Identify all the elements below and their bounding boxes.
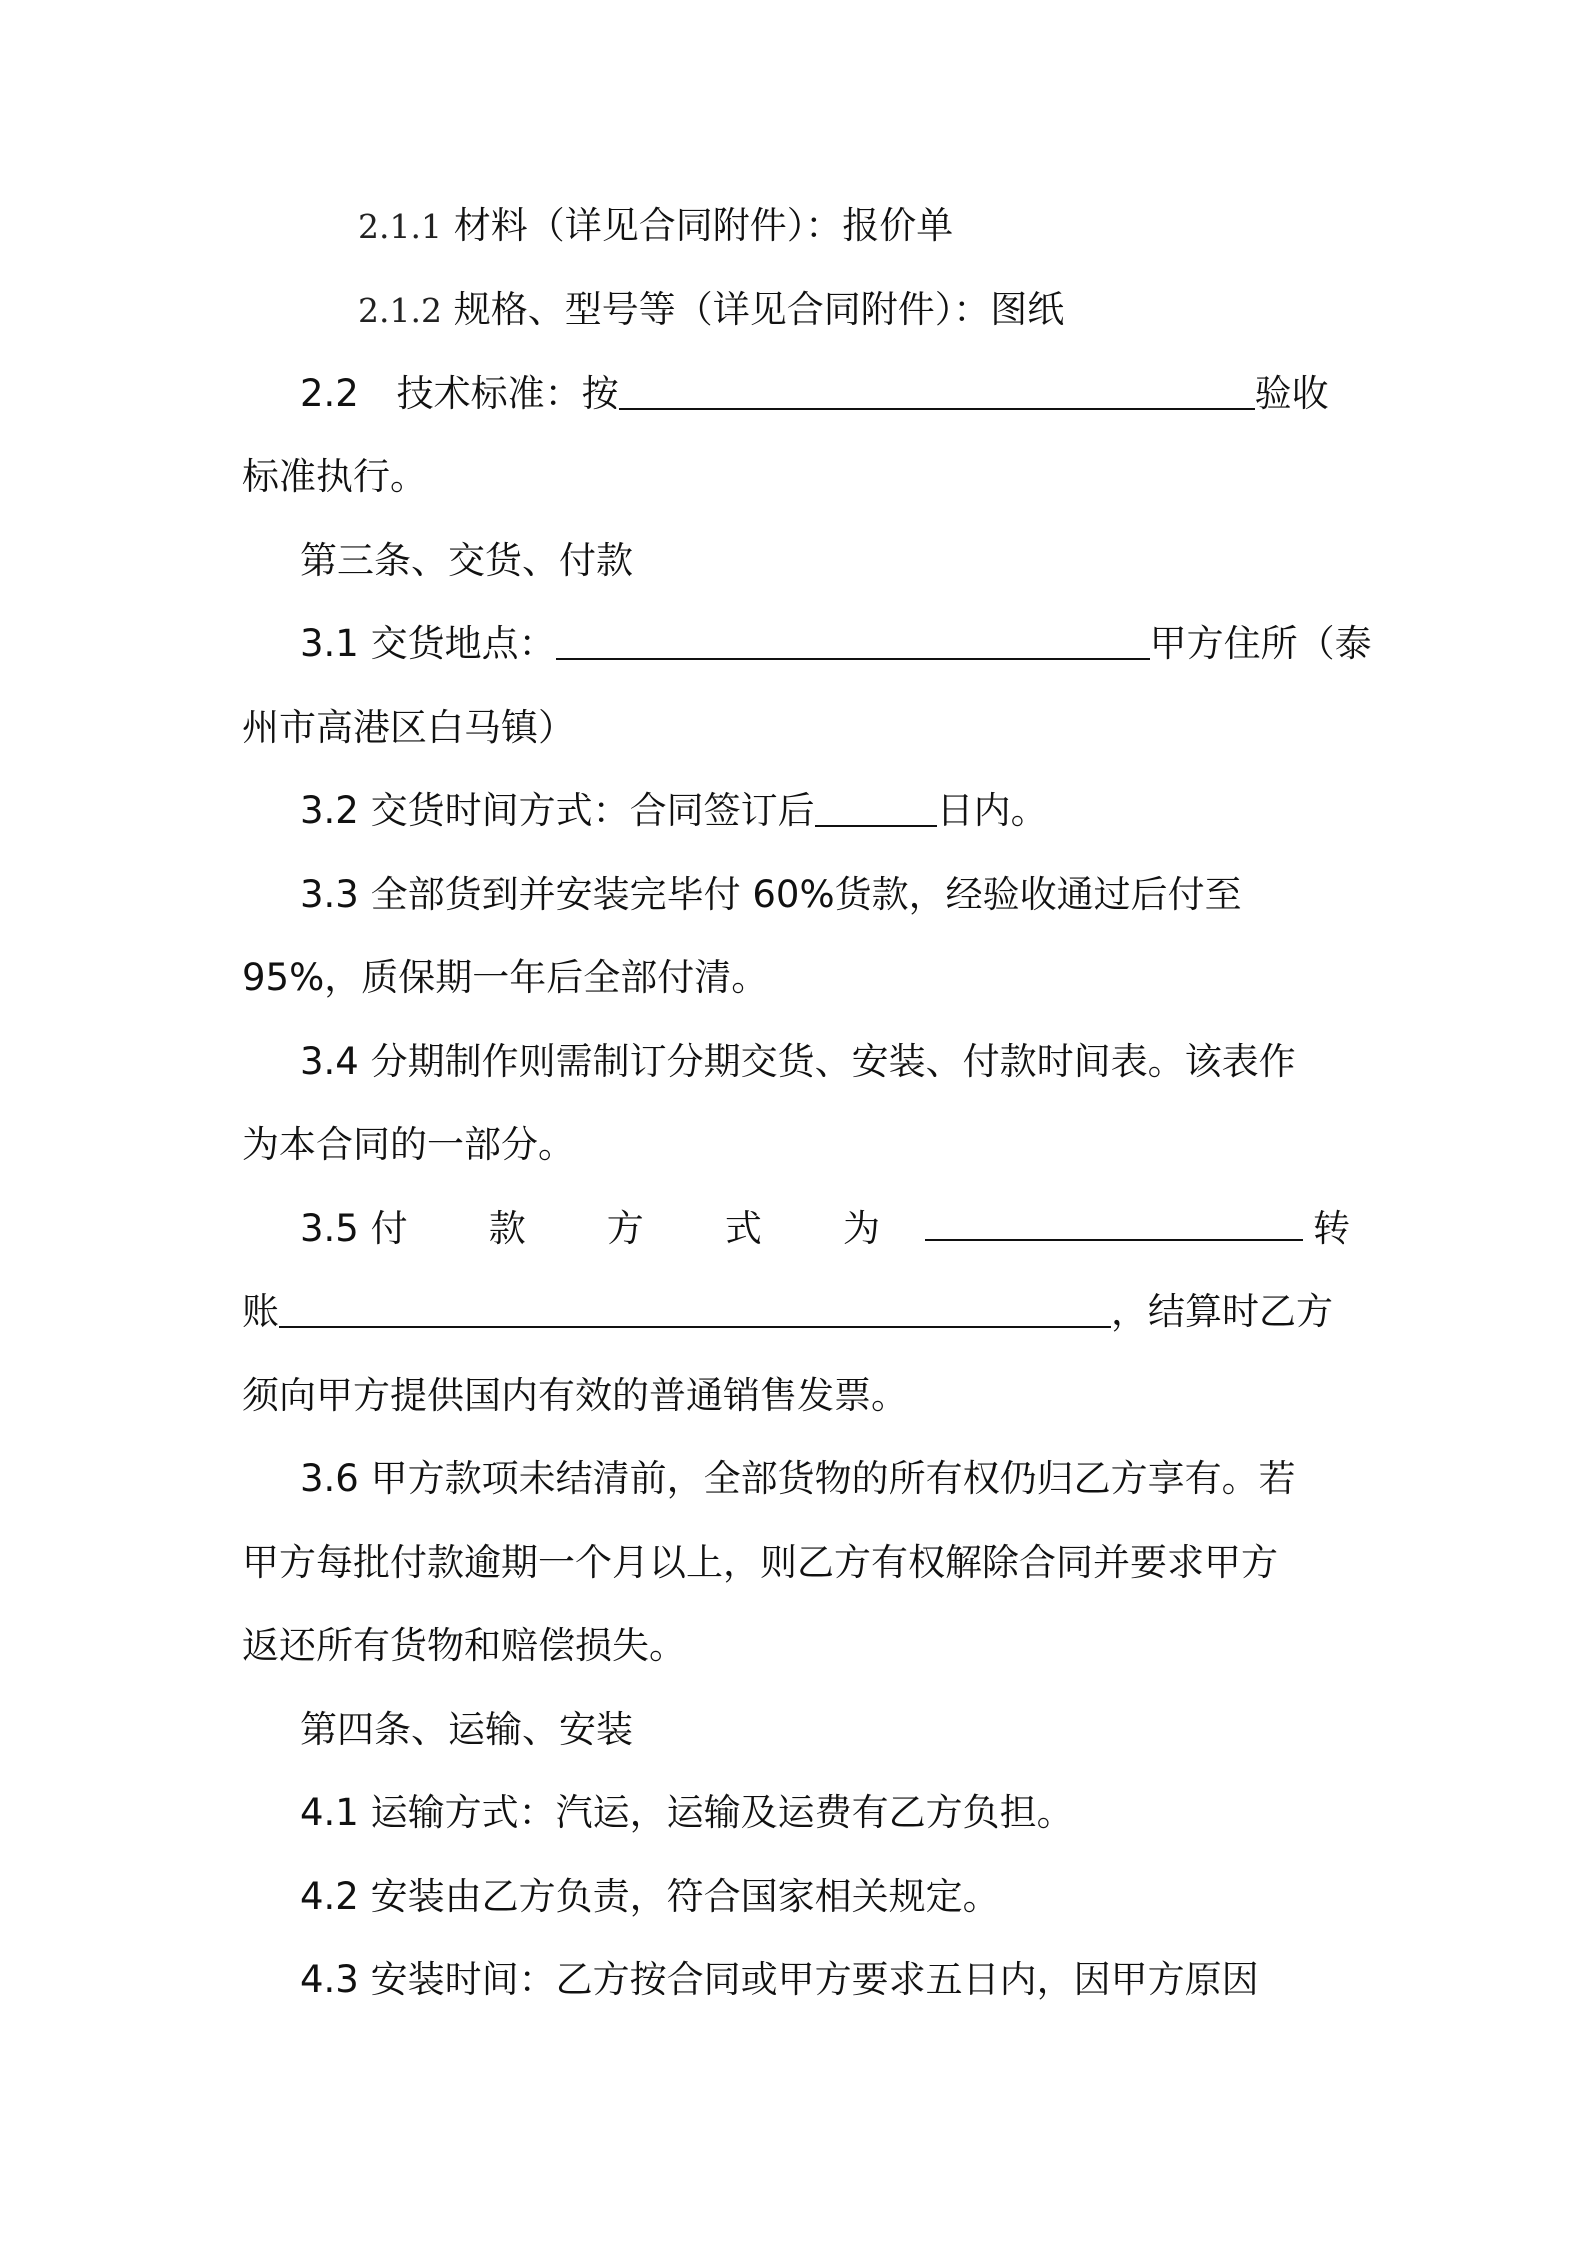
clause-head: 账 <box>242 1290 279 1333</box>
clause-number: 4.2 <box>300 1875 359 1918</box>
clause-3-3-line-1: 3.3 全部货到并安装完毕付 60%货款，经验收通过后付至 <box>300 873 1242 916</box>
spread-word: 方 <box>606 1207 644 1250</box>
clause-label: 技术标准：按 <box>396 372 619 415</box>
fill-blank-standard[interactable] <box>619 374 1255 410</box>
clause-3-5-line-2 <box>242 1282 1350 1342</box>
clause-number: 4.1 <box>300 1791 359 1834</box>
clause-number: 4.3 <box>300 1958 359 2001</box>
clause-2-1-1 <box>242 196 1350 256</box>
clause-text: 安装由乙方负责，符合国家相关规定。 <box>370 1875 1000 1918</box>
clause-4-1 <box>242 1783 1350 1843</box>
clause-3-2 <box>242 781 1350 841</box>
clause-text: 安装时间：乙方按合同或甲方要求五日内，因甲方原因 <box>370 1958 1259 2001</box>
fill-blank-payment-method[interactable] <box>925 1205 1303 1241</box>
spread-word: 3.5 付 <box>300 1207 408 1250</box>
fill-blank-account[interactable] <box>279 1292 1111 1328</box>
clause-text: 规格、型号等（详见合同附件）：图纸 <box>453 288 1065 331</box>
clause-3-6-line-2: 甲方每批付款逾期一个月以上，则乙方有权解除合同并要求甲方 <box>242 1541 1278 1584</box>
spread-word: 为 <box>842 1207 880 1250</box>
clause-3-6-line-1: 3.6 甲方款项未结清前，全部货物的所有权仍归乙方享有。若 <box>300 1457 1296 1500</box>
clause-2-2-continuation: 标准执行。 <box>242 455 427 498</box>
article-3-heading: 第三条、交货、付款 <box>300 539 633 582</box>
clause-2-1-2 <box>242 280 1350 340</box>
clause-4-2 <box>242 1867 1350 1927</box>
article-4-heading: 第四条、运输、安装 <box>300 1708 633 1751</box>
payment-method-group <box>925 1199 1350 1259</box>
spread-words <box>300 1199 880 1259</box>
clause-3-5-line-1 <box>242 1199 1350 1259</box>
clause-tail: 甲方住所（泰 <box>1149 622 1372 665</box>
clause-number: 2.1.1 <box>358 207 442 246</box>
clause-3-1 <box>242 614 1372 674</box>
clause-3-3-line-2: 95%，质保期一年后全部付清。 <box>242 956 769 999</box>
fill-blank-delivery-place[interactable] <box>556 624 1150 660</box>
clause-2-2 <box>242 364 1350 424</box>
clause-3-4-line-2: 为本合同的一部分。 <box>242 1123 575 1166</box>
clause-number: 2.1.2 <box>358 291 442 330</box>
clause-text: 运输方式：汽运，运输及运费有乙方负担。 <box>370 1791 1074 1834</box>
clause-label: 3.2 交货时间方式：合同签订后 <box>300 789 815 832</box>
clause-tail: 日内。 <box>936 789 1048 832</box>
spread-word: 式 <box>724 1207 762 1250</box>
clause-label: 3.1 交货地点： <box>300 622 556 665</box>
clause-tail: 验收 <box>1254 372 1329 415</box>
clause-3-5-line-3: 须向甲方提供国内有效的普通销售发票。 <box>242 1374 908 1417</box>
spread-word: 款 <box>488 1207 526 1250</box>
clause-3-1-continuation: 州市高港区白马镇） <box>242 706 575 749</box>
fill-blank-delivery-days[interactable] <box>815 791 937 827</box>
clause-3-4-line-1: 3.4 分期制作则需制订分期交货、安装、付款时间表。该表作 <box>300 1040 1296 1083</box>
clause-tail: 转 <box>1313 1207 1350 1250</box>
clause-number: 2.2 <box>300 372 359 415</box>
clause-tail: ，结算时乙方 <box>1111 1290 1333 1333</box>
clause-4-3 <box>242 1950 1350 2010</box>
clause-3-6-line-3: 返还所有货物和赔偿损失。 <box>242 1624 686 1667</box>
clause-text: 材料（详见合同附件）：报价单 <box>453 204 954 247</box>
